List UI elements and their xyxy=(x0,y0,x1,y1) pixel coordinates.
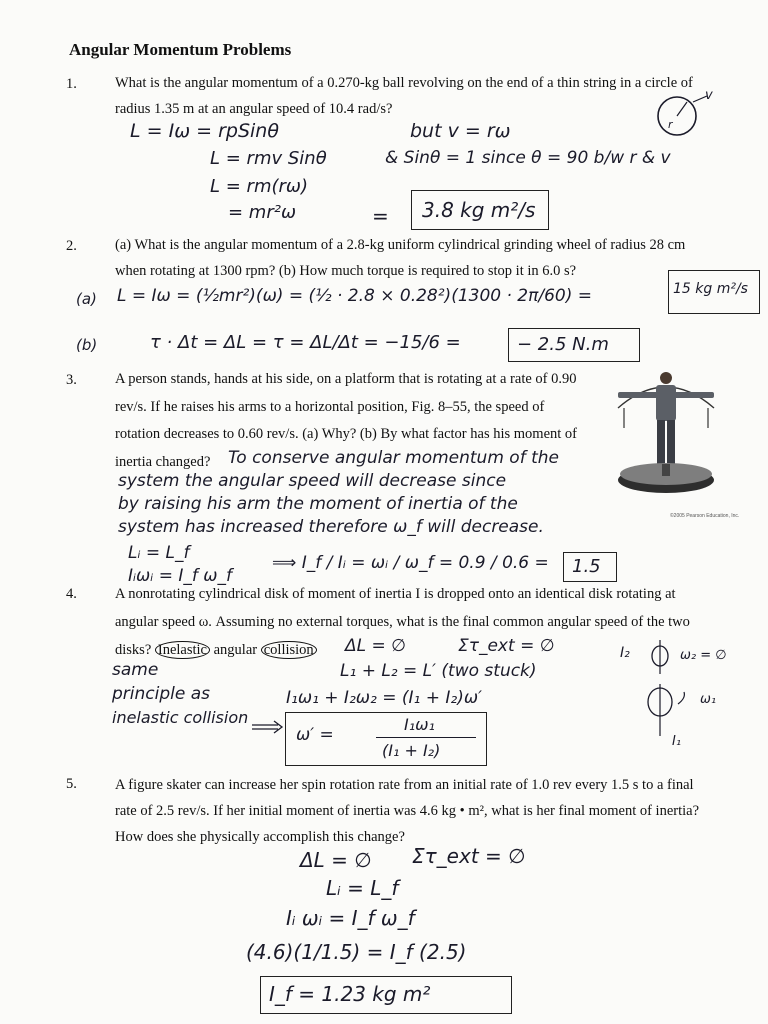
problem-4-angular: angular xyxy=(213,642,258,658)
problem-2-line-1: (a) What is the angular momentum of a 2.8-kg uniform cylindrical grinding wheel of radius 28 cm xyxy=(115,237,686,253)
p1-fig-v: v xyxy=(705,88,713,103)
circled-collision: collision xyxy=(261,641,317,659)
p5-work-substitute: (4.6)(1/1.5) = I_f (2.5) xyxy=(246,940,467,964)
p1-answer-box xyxy=(411,190,549,230)
p2-a-answer: 15 kg m²/s xyxy=(673,281,748,297)
problem-4-disks: disks? xyxy=(115,642,152,658)
p1-work-since: & Sinθ = 1 since θ = 90 b/w r & v xyxy=(385,148,671,168)
p5-work-torque: Στ_ext = ∅ xyxy=(412,844,526,868)
p3-figure-credit: ©2005 Pearson Education, Inc. xyxy=(670,513,740,519)
p5-answer-box xyxy=(260,976,512,1014)
p4-work-conservation: I₁ω₁ + I₂ω₂ = (I₁ + I₂)ω′ xyxy=(286,688,482,708)
p5-work-i-omega: Iᵢ ωᵢ = I_f ω_f xyxy=(286,906,415,930)
p2-part-a-label: (a) xyxy=(76,290,97,308)
p2-part-b-work: τ · Δt = ΔL = τ = ΔL/Δt = −15/6 = xyxy=(150,332,461,353)
problem-2-text xyxy=(115,232,685,284)
problem-3-number: 3. xyxy=(66,372,77,388)
p3-work-reason-4: system has increased therefore ω_f will decrease. xyxy=(118,517,544,537)
problem-4-line-1: A nonrotating cylindrical disk of moment of inertia I is dropped onto an identical disk rotating at xyxy=(115,586,676,602)
problem-5-number: 5. xyxy=(66,776,77,792)
p3-work-reason-3: by raising his arm the moment of inertia of the xyxy=(118,494,518,514)
problem-2-line-2: when rotating at 1300 rpm? (b) How much torque is required to stop it in 6.0 s? xyxy=(115,263,577,279)
person-on-platform-figure xyxy=(606,368,726,528)
p4-side-note-1: same xyxy=(112,660,159,680)
p4-work-torque: Στ_ext = ∅ xyxy=(458,636,555,656)
p1-fig-r: r xyxy=(668,118,673,131)
p1-work-line-3: L = rm(rω) xyxy=(210,176,309,197)
p3-answer: 1.5 xyxy=(572,556,601,577)
p4-work-l-sum: L₁ + L₂ = L′ (two stuck) xyxy=(340,661,537,681)
p3-answer-box xyxy=(563,552,617,582)
p4-side-note-3: inelastic collision xyxy=(112,708,249,727)
problem-3-line-4: inertia changed? xyxy=(115,453,211,470)
p5-answer: I_f = 1.23 kg m² xyxy=(269,982,431,1006)
problem-1-line-2: radius 1.35 m at an angular speed of 10.4 rad/s? xyxy=(115,101,393,117)
p2-part-a-work: L = Iω = (½mr²)(ω) = (½ · 2.8 × 0.28²)(1300 · 2π/60) = xyxy=(117,286,592,306)
p5-work-delta-l: ΔL = ∅ xyxy=(300,848,372,872)
p4-answer-lhs: ω′ = xyxy=(296,725,334,745)
problem-5-line-1: A figure skater can increase her spin rotation rate from an initial rate of 1.0 rev every 1.5 s to a final xyxy=(115,777,694,793)
p2-a-answer-box xyxy=(668,270,760,314)
p1-work-line-2: L = rmv Sinθ xyxy=(210,148,327,169)
p1-work-but: but v = rω xyxy=(410,120,511,142)
p4-work-delta-l: ΔL = ∅ xyxy=(345,636,406,656)
p4-fig-i2: I₂ xyxy=(620,645,630,661)
problem-5-line-2: rate of 2.5 rev/s. If her initial moment of inertia was 4.6 kg • m², what is her final moment of inertia? xyxy=(115,803,700,819)
problem-1-line-1: What is the angular momentum of a 0.270-kg ball revolving on the end of a thin string in a circle of xyxy=(115,75,693,91)
problem-4-number: 4. xyxy=(66,586,77,602)
problem-3-line-1: A person stands, hands at his side, on a platform that is rotating at a rate of 0.90 xyxy=(115,371,577,387)
p2-part-b-label: (b) xyxy=(76,336,98,354)
p4-fraction-bar xyxy=(376,737,476,738)
p1-work-line-1: L = Iω = rpSinθ xyxy=(130,120,279,142)
p4-arrow xyxy=(250,720,286,734)
problem-5-line-3: How does she physically accomplish this change? xyxy=(115,829,405,845)
page-title: Angular Momentum Problems xyxy=(69,40,292,59)
problem-2-number: 2. xyxy=(66,238,77,254)
p2-b-answer: − 2.5 N.m xyxy=(517,334,609,355)
p1-work-line-4: = mr²ω xyxy=(228,202,297,223)
p5-work-l: Lᵢ = L_f xyxy=(326,876,399,900)
p4-fig-omega1: ω₁ xyxy=(700,692,717,707)
problem-3-line-3: rotation decreases to 0.60 rev/s. (a) Why? (b) By what factor has his moment of xyxy=(115,426,577,442)
problem-1-text xyxy=(115,70,693,122)
circled-inelastic: Inelastic xyxy=(155,641,210,659)
p1-answer: 3.8 kg m²/s xyxy=(422,198,536,222)
p4-side-note-2: principle as xyxy=(112,684,210,704)
p4-answer-numerator: I₁ω₁ xyxy=(404,715,435,734)
p4-answer-denominator: (I₁ + I₂) xyxy=(382,741,441,760)
p4-answer-box xyxy=(285,712,487,766)
problem-4-line-2: angular speed ω. Assuming no external torques, what is the final common angular speed of the two xyxy=(115,614,690,630)
p3-eq-2: Iᵢωᵢ = I_f ω_f xyxy=(128,566,233,586)
p4-fig-omega2: ω₂ = ∅ xyxy=(680,648,727,663)
p3-work-reason-1: To conserve angular momentum of the xyxy=(228,448,559,468)
p2-b-answer-box xyxy=(508,328,640,362)
problem-1-number: 1. xyxy=(66,76,77,92)
problem-5-text xyxy=(115,772,699,850)
p4-fig-i1: I₁ xyxy=(672,734,682,749)
p3-work-reason-2: system the angular speed will decrease since xyxy=(118,471,507,491)
p3-eq-1: Lᵢ = L_f xyxy=(128,543,190,563)
p1-equals: = xyxy=(372,204,389,228)
p3-eq-3: ⟹ I_f / Iᵢ = ωᵢ / ω_f = 0.9 / 0.6 = xyxy=(272,553,549,573)
problem-3-line-2: rev/s. If he raises his arms to a horizontal position, Fig. 8–55, the speed of xyxy=(115,398,545,415)
